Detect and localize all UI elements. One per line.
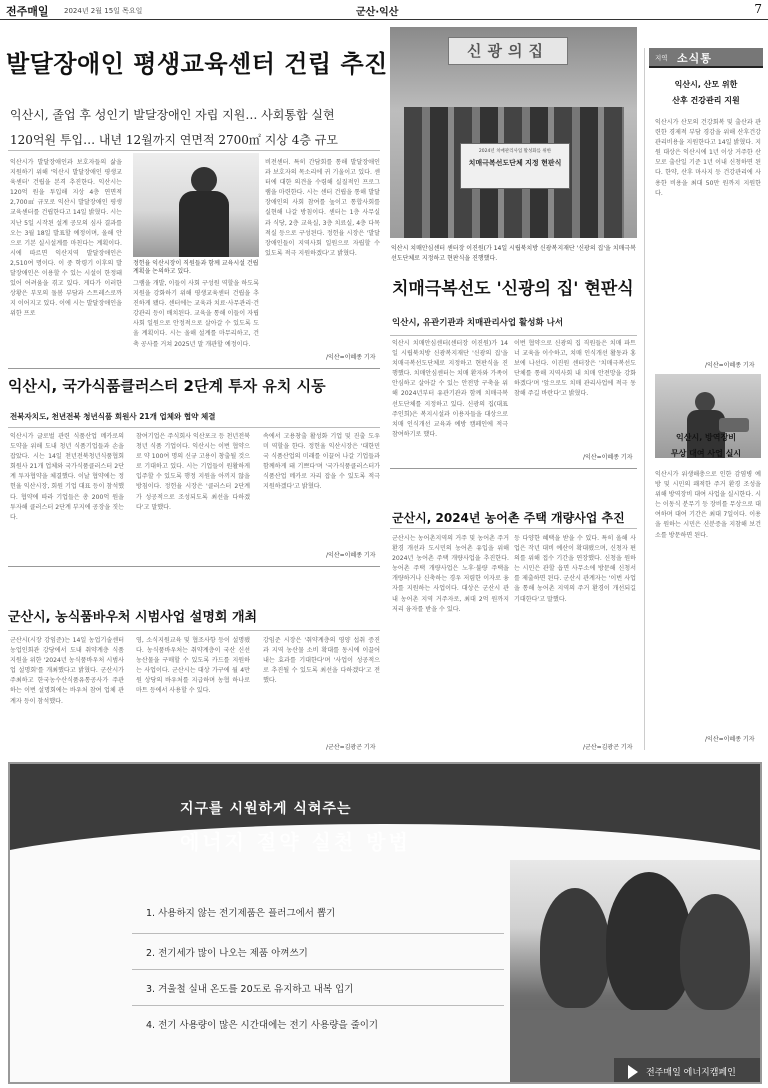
triangle-play-icon <box>628 1065 638 1079</box>
sidebar-story-2-byline: /익산=이혜종 기자 <box>705 736 755 743</box>
cluster-column-2: 참여기업은 주식회사 익산포크 등 천년전북 청년 식품 기업이다. 익산시는 이번 협약으로 약 100여 명의 신규 고용이 창출될 것으로 기대하고 있다. 시는 기업들이 원활하게 입주할 수 있도록 행정 지원을 아끼지 않을 방침이다. 정헌율 시장은 '클러스터 2단계가 성공적으로 조성되도록 최선을 다하겠다'고 말했다. <box>136 433 250 511</box>
sidebar-story-2-head-2: 무상 대여 사업 실시 <box>670 449 742 458</box>
banner-plaque <box>460 143 570 189</box>
tree-canopy <box>680 894 750 1010</box>
cluster-title: 익산시, 국가식품클러스터 2단계 투자 유치 시동 <box>8 377 326 395</box>
lead-column-1: 익산시가 발달장애인과 보호자들의 삶을 지원하기 위해 '익산시 발달장애인 평생교육센터' 건립을 본격 추진한다. 익산시는 120억 원을 투입해 지상 4층 연면적 2,700㎡ 규모로 익산시 발달장애인 평생교육센터를 건립한다고 14일 밝혔다. 시는 지난 5일 시작된 설계 공모의 심사 결과를 오는 3월 18일 발표할 예정이며, 올해 안으로 기본 실시설계를 마친다는 계획이다. 시에 따르면 익산지역 발달장애인은 2,510여 명이다. 이 중 학령기 이후의 발달장애인은 이용할 수 있는 시설이 한정돼 있어 어려움을 겪고 있다. 게다가 이러한 상황은 부모의 돌봄 부담과 스트레스로까지 이어지고 있다. 이에 시는 발달장애인을 위한 프로 <box>10 159 122 318</box>
campaign-text: 전주매일 에너지캠페인 <box>646 1068 736 1078</box>
lead-column-2: 그램을 개발, 이들이 사회 구성원 역할을 하도록 지원을 강화하기 위해 평생교육센터 건립을 추진하게 됐다. 센터에는 교육과 치료·사무관리·건강관리 등이 배치된다. 교육을 통해 이들이 자립 사회 일원으로 안정적으로 살아갈 수 있도록 도울 계획이다. 시는 올해 설계를 마무리하고, 건축 공사를 거쳐 2025년 말 개관할 예정이다. <box>133 280 259 348</box>
sidebar-story-1-body: 익산시가 산모의 건강회복 및 출산과 관련한 경제적 부담 경감을 위해 산후건강관리비용을 지원한다고 14일 밝혔다. 지원 대상은 익산시에 1년 이상 거주한 산모로 출산일 기준 1년 이내 신청하면 된다. 한약, 산후 마사지 등 건강관리에 사용한 비용을 최대 50만 원까지 지원한다. <box>655 119 761 197</box>
cluster-column-3: 속에서 고용창출 활성화 기업 및 진출 도우미 역할을 한다. 정헌율 익산시장은 '대한민국 식품산업의 미래를 이끌어 나갈 기업들과 함께하게 돼 기쁘다'며 '국가식품클러스터가 식품산업 메카로 자리 잡을 수 있도록 적극 지원하겠다'고 밝혔다. <box>263 433 380 491</box>
voucher-column-1: 군산시(시장 강임준)는 14일 농업기술센터 농업인회관 강당에서 도내 취약계층 식품 지원을 위한 '2024년 농식품바우처 시범사업 설명회'를 개최했다고 밝혔다. 군산시가 주최하고 한국농수산식품유통공사가 주관하는 이번 설명회에는 바우처 참여 업체 관계자 등이 참석했다. <box>10 637 124 705</box>
section-name: 군산·익산 <box>356 7 399 18</box>
sidebar-column <box>644 48 762 750</box>
ad-headline-1: 지구를 시원하게 식혀주는 <box>180 801 352 817</box>
building-sign-text: 신광의집 <box>467 42 549 60</box>
person-silhouette <box>695 392 715 412</box>
farm-column-1: 군산시는 농어촌지역의 거주 및 농어촌 주거환경 개선과 도시민의 농어촌 유입을 위해 2024년 농어촌 주택 개량사업을 추진한다. 농어촌 주택 개량사업은 노후·불량 주택을 개량하거나 신축하는 경우 저렴한 이자로 융자를 지원하는 사업이다. 대상은 군산시 관내 농어촌 지역 거주자로, 최대 2억 원까지 저리 융자를 받을 수 있다. <box>392 535 509 613</box>
divider <box>8 566 380 567</box>
paper-name: 전주매일 <box>6 5 49 18</box>
tip-list <box>132 898 504 1042</box>
dementia-column-2: 이번 협약으로 신광의 집 직원들은 치매 파트너 교육을 이수하고, 치매 인식개선 활동과 홍보에 나선다. 이진원 센터장은 '치매극복선도단체를 통해 지역사회 내 치매 안전망을 강화하겠다'며 '앞으로도 치매 관리사업에 적극 동참해 주길 바란다'고 밝혔다. <box>514 340 636 398</box>
person-silhouette <box>191 167 217 193</box>
divider <box>390 468 637 469</box>
dementia-byline: /익산=이혜종 기자 <box>583 454 633 461</box>
campaign-tag <box>614 1058 762 1084</box>
tip-item: 1. 사용하지 않는 전기제품은 플러그에서 뽑기 <box>132 898 504 934</box>
cluster-column-1: 익산시가 글로벌 관련 식품산업 메카로의 도약을 위해 도내 청년 식품기업들과 손을 잡았다. 시는 14일 천년전북청년식품협회 회원사 21개 업체와 국가식품클러스터 2단계 투자협약을 체결했다. 이날 협약에는 정헌율 익산시장, 회원 기업 대표 등이 참석했다. 협약에 따라 기업들은 총 200억 원을 투자해 클러스터 2단계 부지에 공장을 짓는다. <box>10 433 124 521</box>
sidebar-story-1-byline: /익산=이혜종 기자 <box>705 362 755 369</box>
lead-subtitle-1: 익산시, 졸업 후 성인기 발달장애인 자립 지원… 사회통합 실현 <box>10 108 335 122</box>
cluster-subtitle: 전북자치도, 천년전북 청년식품 회원사 21개 업체와 협약 체결 <box>10 412 216 421</box>
lead-photo <box>133 153 259 257</box>
voucher-byline: /군산=김광곤 기자 <box>326 744 376 751</box>
divider <box>390 335 637 336</box>
sidebar-story-2-body: 익산시가 위생해충으로 인한 감염병 예방 및 시민의 쾌적한 주거 환경 조성을 위해 방역장비 대여 사업을 실시한다. 시는 이동식 분무기 등 장비를 무상으로 대여하며 대여 기간은 최대 7일이다. 이용을 원하는 시민은 신분증을 지참해 보건소를 방문하면 된다. <box>655 471 761 539</box>
lead-column-3: 비전센터. 특히 간담회를 통해 발달장애인과 보호자의 목소리에 귀 기울이고 있다. 센터에 대한 의견을 수렴해 실질적인 프로그램을 마련한다. 시는 센터 건립을 통해 발달장애인의 사회 참여를 높이고 통합사회를 실현해 나갈 방침이다. 센터는 1층 사무실과 식당, 2층 교육실, 3층 치료실, 4층 다목적실 등으로 구성된다. 정헌율 시장은 '발달장애인들이 지역사회 일원으로 자립할 수 있도록 적극 지원하겠다'고 밝혔다. <box>265 159 380 257</box>
voucher-column-3: 강임준 시장은 '취약계층의 영양 섭취 증진과 지역 농산물 소비 확대를 동시에 이끌어내는 효과를 기대한다'며 '사업이 성공적으로 추진될 수 있도록 최선을 다하겠다'고 전했다. <box>263 637 380 685</box>
tip-item: 2. 전기세가 많이 나오는 제품 아껴쓰기 <box>132 934 504 970</box>
dementia-photo-caption: 익산시 치매안심센터 센터장 이진원(가 14일 시립북치방 신광복지재단 '신광의 집'을 치매극복선도단체로 지정하고 현판식을 진행했다. <box>391 245 636 262</box>
forest-image <box>510 860 762 1084</box>
divider <box>8 630 380 631</box>
voucher-title: 군산시, 농식품바우처 시범사업 설명회 개최 <box>8 610 258 625</box>
sidebar-label-text: 소식통 <box>677 52 712 65</box>
farm-column-2: 등 다양한 혜택을 받을 수 있다. 특히 올해 사업은 작년 대비 예산이 확대됐으며, 신청자 편의를 위해 접수 기간을 연장했다. 신청을 원하는 시민은 관할 읍면 사무소에 방문해 신청서를 제출하면 된다. 군산시 관계자는 '이번 사업을 통해 농어촌 지역의 주거 환경이 개선되길 기대한다'고 말했다. <box>514 535 636 603</box>
voucher-column-2: 영, 소식지원교육 및 협조사항 등이 설명됐다. 농식품바우처는 취약계층이 국산 신선 농산물을 구매할 수 있도록 카드를 지원하는 사업이다. 군산시는 대상 가구에 월 4만 원 상당의 바우처를 지급하며 농협 하나로마트 등에서 사용할 수 있다. <box>136 637 250 695</box>
divider <box>390 528 637 529</box>
building-sign <box>448 37 568 65</box>
divider <box>8 150 380 151</box>
sidebar-story-1-head-2: 산후 건강관리 지원 <box>672 96 740 105</box>
lead-photo-caption: 정헌율 익산시장이 직원들과 함께 교육시설 건립 계획을 논의하고 있다. <box>133 260 259 275</box>
divider <box>8 368 380 369</box>
banner-small-text: 2024년 치매관리사업 활성화를 위한 <box>478 149 552 154</box>
sprayer-equipment <box>719 418 749 432</box>
banner-text: 치매극복선도단체 지정 현판식 <box>468 159 562 167</box>
dementia-column-1: 익산시 치매안심센터(센터장 이진원)가 14일 시립북치방 신광복지재단 '신광의 집'을 치매극복선도단체로 지정하고 현판식을 진행했다. 치매안심센터는 치매 환자와 가족이 안심하고 살아갈 수 있는 안전망 구축을 위해 2024년부터 유관기관과 함께 치매극복선도단체를 지정하고 있다. 신광의 집(대표 주인희)은 복지시설과 이용자들을 대상으로 치매 인식개선 교육과 예방 캠페인에 적극 참여하기로 했다. <box>392 340 508 438</box>
sidebar-story-1-head-1: 익산시, 산모 위한 <box>674 80 738 89</box>
energy-ad <box>8 762 762 1084</box>
sidebar-story-2-head-1: 익산시, 방역장비 <box>676 433 736 442</box>
lead-title: 발달장애인 평생교육센터 건립 추진 <box>6 50 388 78</box>
person-body <box>179 191 229 257</box>
tree-canopy <box>606 872 692 1012</box>
page-number: 7 <box>754 2 762 16</box>
sidebar-photo <box>655 374 761 458</box>
dementia-subtitle: 익산시, 유관기관과 치매관리사업 활성화 나서 <box>392 318 564 328</box>
tip-item: 4. 전기 사용량이 많은 시간대에는 전기 사용량을 줄이기 <box>146 1020 379 1031</box>
dementia-title: 치매극복선도 '신광의 집' 현판식 <box>392 279 634 299</box>
tree-canopy <box>540 888 610 1008</box>
sidebar-label <box>649 48 763 68</box>
lead-byline: /익산=이혜종 기자 <box>326 354 376 361</box>
ad-headline-2: 에너지 절약 실천 방법 <box>180 830 411 854</box>
cluster-byline: /익산=이혜종 기자 <box>326 552 376 559</box>
divider <box>8 427 380 428</box>
dementia-photo <box>390 27 637 238</box>
lead-subtitle-2: 120억원 투입… 내년 12월까지 연면적 2700㎡ 지상 4층 규모 <box>10 133 338 147</box>
farm-title: 군산시, 2024년 농어촌 주택 개량사업 추진 <box>392 511 625 525</box>
page-header <box>0 0 768 20</box>
sidebar-label-prefix: 지역 <box>655 54 668 62</box>
issue-date: 2024년 2월 15일 목요일 <box>64 7 143 15</box>
farm-byline: /군산=김광곤 기자 <box>583 744 633 751</box>
tip-item: 3. 겨울철 실내 온도를 20도로 유지하고 내복 입기 <box>132 970 504 1006</box>
